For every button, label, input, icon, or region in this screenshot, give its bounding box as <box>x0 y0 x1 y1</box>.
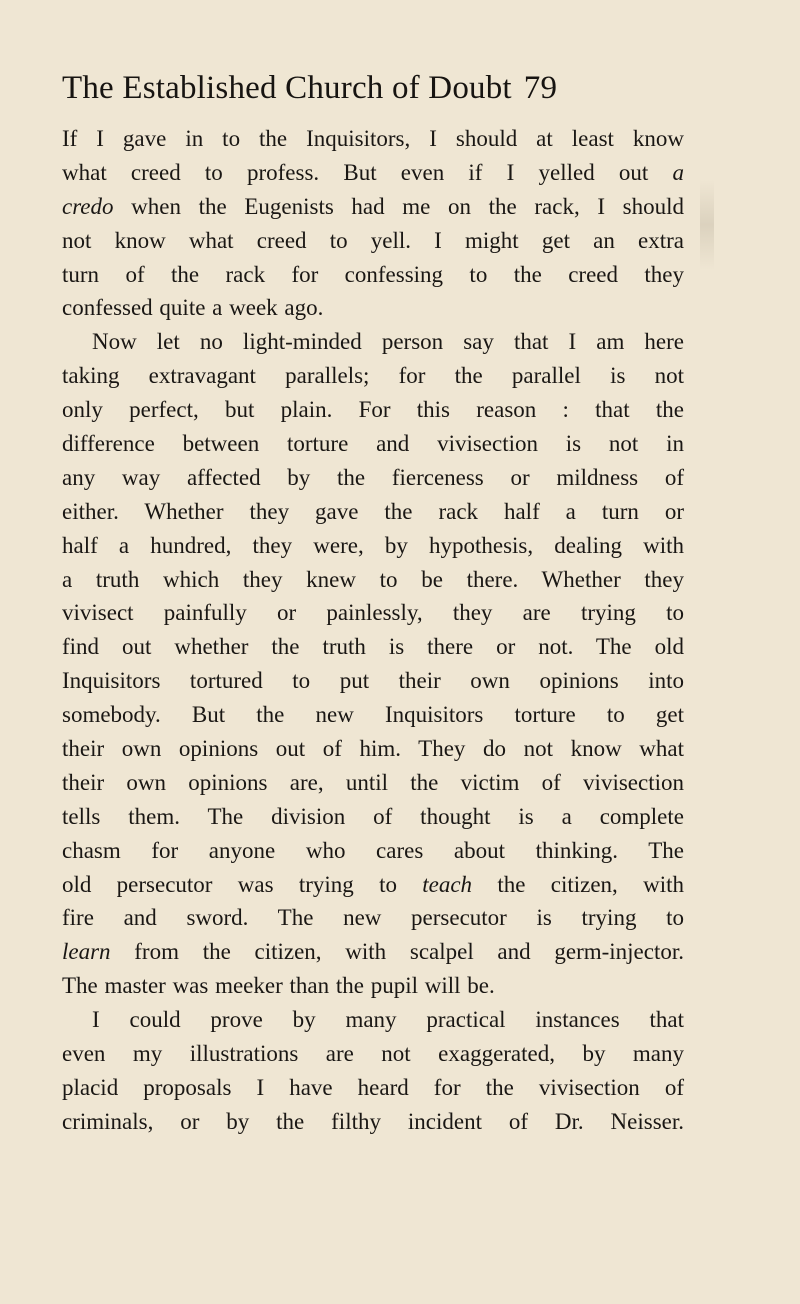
body-text <box>62 122 684 1139</box>
text-line: find out whether the truth is there or not. The old <box>62 634 684 660</box>
text-line: chasm for anyone who cares about thinking. The <box>62 837 684 863</box>
text-segment: from the citizen, with scalpel and germ-injector. <box>110 939 684 965</box>
text-line: their own opinions are, until the victim of vivisection <box>62 769 684 795</box>
text-segment: when the Eugenists had me on the rack, I should <box>113 193 684 219</box>
text-line: difference between torture and vivisection is not in <box>62 431 684 457</box>
text-line: The master was meeker than the pupil will be. <box>62 973 495 999</box>
text-segment: the citizen, with <box>472 871 684 897</box>
paragraph-start-line: Now let no light-minded person say that I am here <box>92 329 684 355</box>
text-line: even my illustrations are not exaggerated, by many <box>62 1041 684 1067</box>
italic-text: learn <box>62 939 111 965</box>
running-head <box>62 70 682 107</box>
text-line: either. Whether they gave the rack half a turn or <box>62 498 684 524</box>
paper-shadow-mark <box>700 180 714 270</box>
text-line: taking extravagant parallels; for the parallel is not <box>62 363 684 389</box>
page-number: 79 <box>523 70 558 106</box>
text-line: fire and sword. The new persecutor is trying to <box>62 905 684 931</box>
italic-text: credo <box>62 193 114 219</box>
chapter-title: The Established Church of Doubt <box>62 70 512 106</box>
text-line: somebody. But the new Inquisitors torture to get <box>62 702 684 728</box>
text-line: placid proposals I have heard for the vivisection of <box>62 1074 684 1100</box>
text-line: any way affected by the fierceness or mildness of <box>62 464 684 490</box>
text-line <box>62 156 684 190</box>
text-line: only perfect, but plain. For this reason : that the <box>62 397 684 423</box>
text-line: turn of the rack for confessing to the creed they <box>62 261 684 287</box>
italic-text: teach <box>422 871 473 897</box>
text-line: criminals, or by the filthy incident of Dr. Neisser. <box>62 1108 684 1134</box>
italic-text: a <box>672 159 684 185</box>
text-line: half a hundred, they were, by hypothesis, dealing with <box>62 532 684 558</box>
text-line: tells them. The division of thought is a complete <box>62 803 684 829</box>
text-line: vivisect painfully or painlessly, they are trying to <box>62 600 684 626</box>
paragraph-start-line: I could prove by many practical instances that <box>92 1007 684 1033</box>
text-line <box>62 935 684 969</box>
text-line: not know what creed to yell. I might get an extra <box>62 227 684 253</box>
text-line <box>62 190 684 224</box>
text-line <box>62 868 684 902</box>
text-line: a truth which they knew to be there. Whether they <box>62 566 684 592</box>
text-segment: old persecutor was trying to <box>62 871 423 897</box>
text-segment: what creed to profess. But even if I yelled out <box>62 159 649 185</box>
text-line: their own opinions out of him. They do not know what <box>62 736 684 762</box>
text-line: Inquisitors tortured to put their own opinions into <box>62 668 684 694</box>
text-line: confessed quite a week ago. <box>62 295 324 321</box>
text-line: If I gave in to the Inquisitors, I should at least know <box>62 126 684 151</box>
